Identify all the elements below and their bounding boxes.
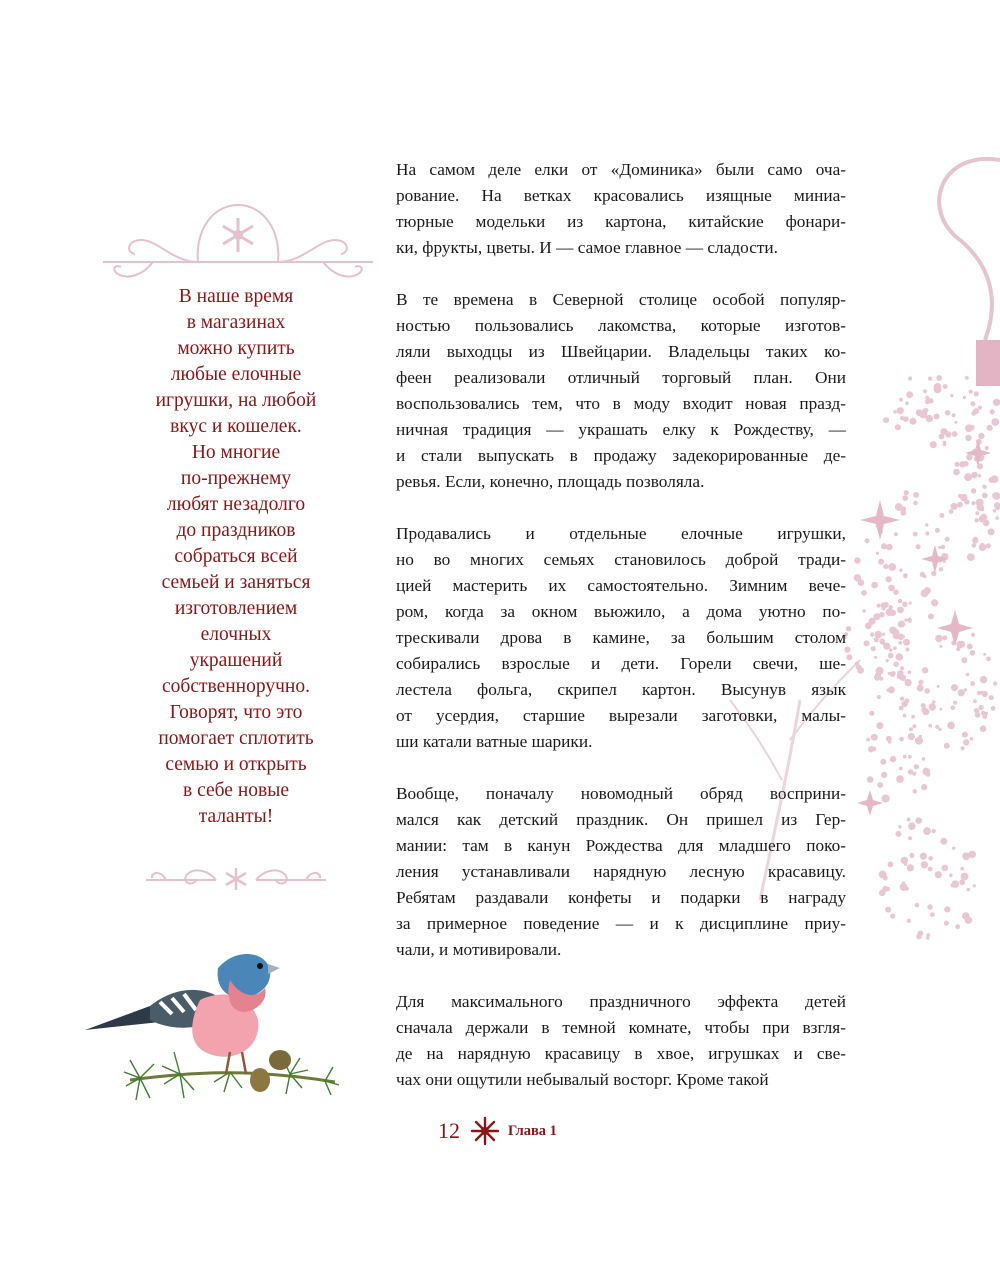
text-line: но во многих семьях становилось доброй тради- <box>396 550 846 569</box>
text-line: ром, когда за окном вьюжило, а дома уютно по- <box>396 602 846 621</box>
text-line: Вообще, поначалу новомодный обряд восприни- <box>396 784 846 803</box>
paragraph <box>396 781 846 963</box>
text-line: ляли выходцы из Швейцарии. Владельцы таких ко- <box>396 342 846 361</box>
text-line: чали, и мотивировали. <box>396 940 562 959</box>
quote-line: собственноручно. <box>162 676 310 697</box>
text-line: от усердия, старшие вырезали заготовки, малы- <box>396 706 846 725</box>
text-line: ления устанавливали нарядную лесную красавицу. <box>396 862 846 881</box>
paragraph <box>396 287 846 495</box>
chaffinch-bird-illustration <box>80 940 350 1120</box>
top-snowflake-flourish-icon <box>103 200 373 290</box>
page-number: 12 <box>438 1118 460 1143</box>
text-line: ши катали ватные шарики. <box>396 732 593 751</box>
text-line: воспользовались тем, что в моду входит новая празд- <box>396 394 846 413</box>
text-line: цией мастерить их самостоятельно. Зимним вече- <box>396 576 846 595</box>
page-footer <box>438 1116 557 1146</box>
chapter-label: Глава 1 <box>508 1122 557 1139</box>
quote-line: по-прежнему <box>180 468 292 489</box>
quote-line: можно купить <box>177 338 295 359</box>
quote-line: семью и открыть <box>165 754 307 775</box>
paragraph <box>396 521 846 755</box>
quote-line: в себе новые <box>183 780 289 801</box>
text-line: В те времена в Северной столице особой популяр- <box>396 290 846 309</box>
bottom-snowflake-flourish-icon <box>146 862 326 892</box>
text-line: мании: там в канун Рождества для младшего поко- <box>396 836 846 855</box>
text-line: ки, фрукты, цветы. И — самое главное — сладости. <box>396 238 778 257</box>
quote-line: вкус и кошелек. <box>170 416 302 437</box>
text-line: за примерное поведение — и к дисциплине приу- <box>396 914 846 933</box>
text-line: рование. На ветках красовались изящные миниа- <box>396 186 846 205</box>
text-line: Ребятам раздавали конфеты и подарки в награду <box>396 888 846 907</box>
quote-line: любят незадолго <box>166 494 306 515</box>
text-line: и стали выпускать в продажу задекорированные де- <box>396 446 846 465</box>
quote-line: собраться всей <box>174 546 298 567</box>
text-line: феен реализовали отличный торговый план. Они <box>396 368 846 387</box>
quote-line: любые елочные <box>170 364 302 385</box>
quote-line: Но многие <box>191 442 281 463</box>
quote-line: до праздников <box>176 520 296 541</box>
sidebar-quote <box>104 284 368 830</box>
text-line: ничная традиция — украшать елку к Рождеству, — <box>396 420 846 439</box>
quote-line: в магазинах <box>186 312 286 333</box>
text-line: мался как детский праздник. Он пришел из Гер- <box>396 810 846 829</box>
text-line: де на нарядную красавицу в хвое, игрушках и све- <box>396 1044 846 1063</box>
text-line: Для максимального праздничного эффекта детей <box>396 992 846 1011</box>
text-line: ностью пользовались лакомства, которые изготов- <box>396 316 846 335</box>
quote-line: В наше время <box>178 286 294 307</box>
text-line: лестела фольга, скрипел картон. Высунув язык <box>396 680 846 699</box>
text-line: тюрные модельки из картона, китайские фонари- <box>396 212 846 231</box>
quote-line: изготовлением <box>174 598 298 619</box>
text-line: сначала держали в темной комнате, чтобы при взгля- <box>396 1018 846 1037</box>
quote-line: елочных <box>200 624 272 645</box>
paragraph <box>396 157 846 261</box>
text-line: На самом деле елки от «Доминика» были само оча- <box>396 160 846 179</box>
text-line: трескивали дрова в камине, за большим столом <box>396 628 846 647</box>
quote-line: Говорят, что это <box>169 702 303 723</box>
text-line: чах они ощутили небывалый восторг. Кроме такой <box>396 1070 769 1089</box>
snowflake-icon <box>470 1116 500 1146</box>
paragraph <box>396 989 846 1093</box>
sparkle-icon <box>857 790 883 816</box>
quote-line: таланты! <box>198 806 274 827</box>
main-body-text <box>396 157 846 1119</box>
sparkle-icon <box>965 440 991 466</box>
text-line: Продавались и отдельные елочные игрушки, <box>396 524 846 543</box>
text-line: ревья. Если, конечно, площадь позволяла. <box>396 472 705 491</box>
quote-line: помогает сплотить <box>158 728 314 749</box>
sparkle-icon <box>937 610 973 646</box>
quote-line: семьей и заняться <box>161 572 311 593</box>
quote-line: игрушки, на любой <box>155 390 317 411</box>
quote-line: украшений <box>189 650 283 671</box>
sparkle-icon <box>921 545 949 573</box>
text-line: собирались взрослые и дети. Горели свечи, ше- <box>396 654 846 673</box>
